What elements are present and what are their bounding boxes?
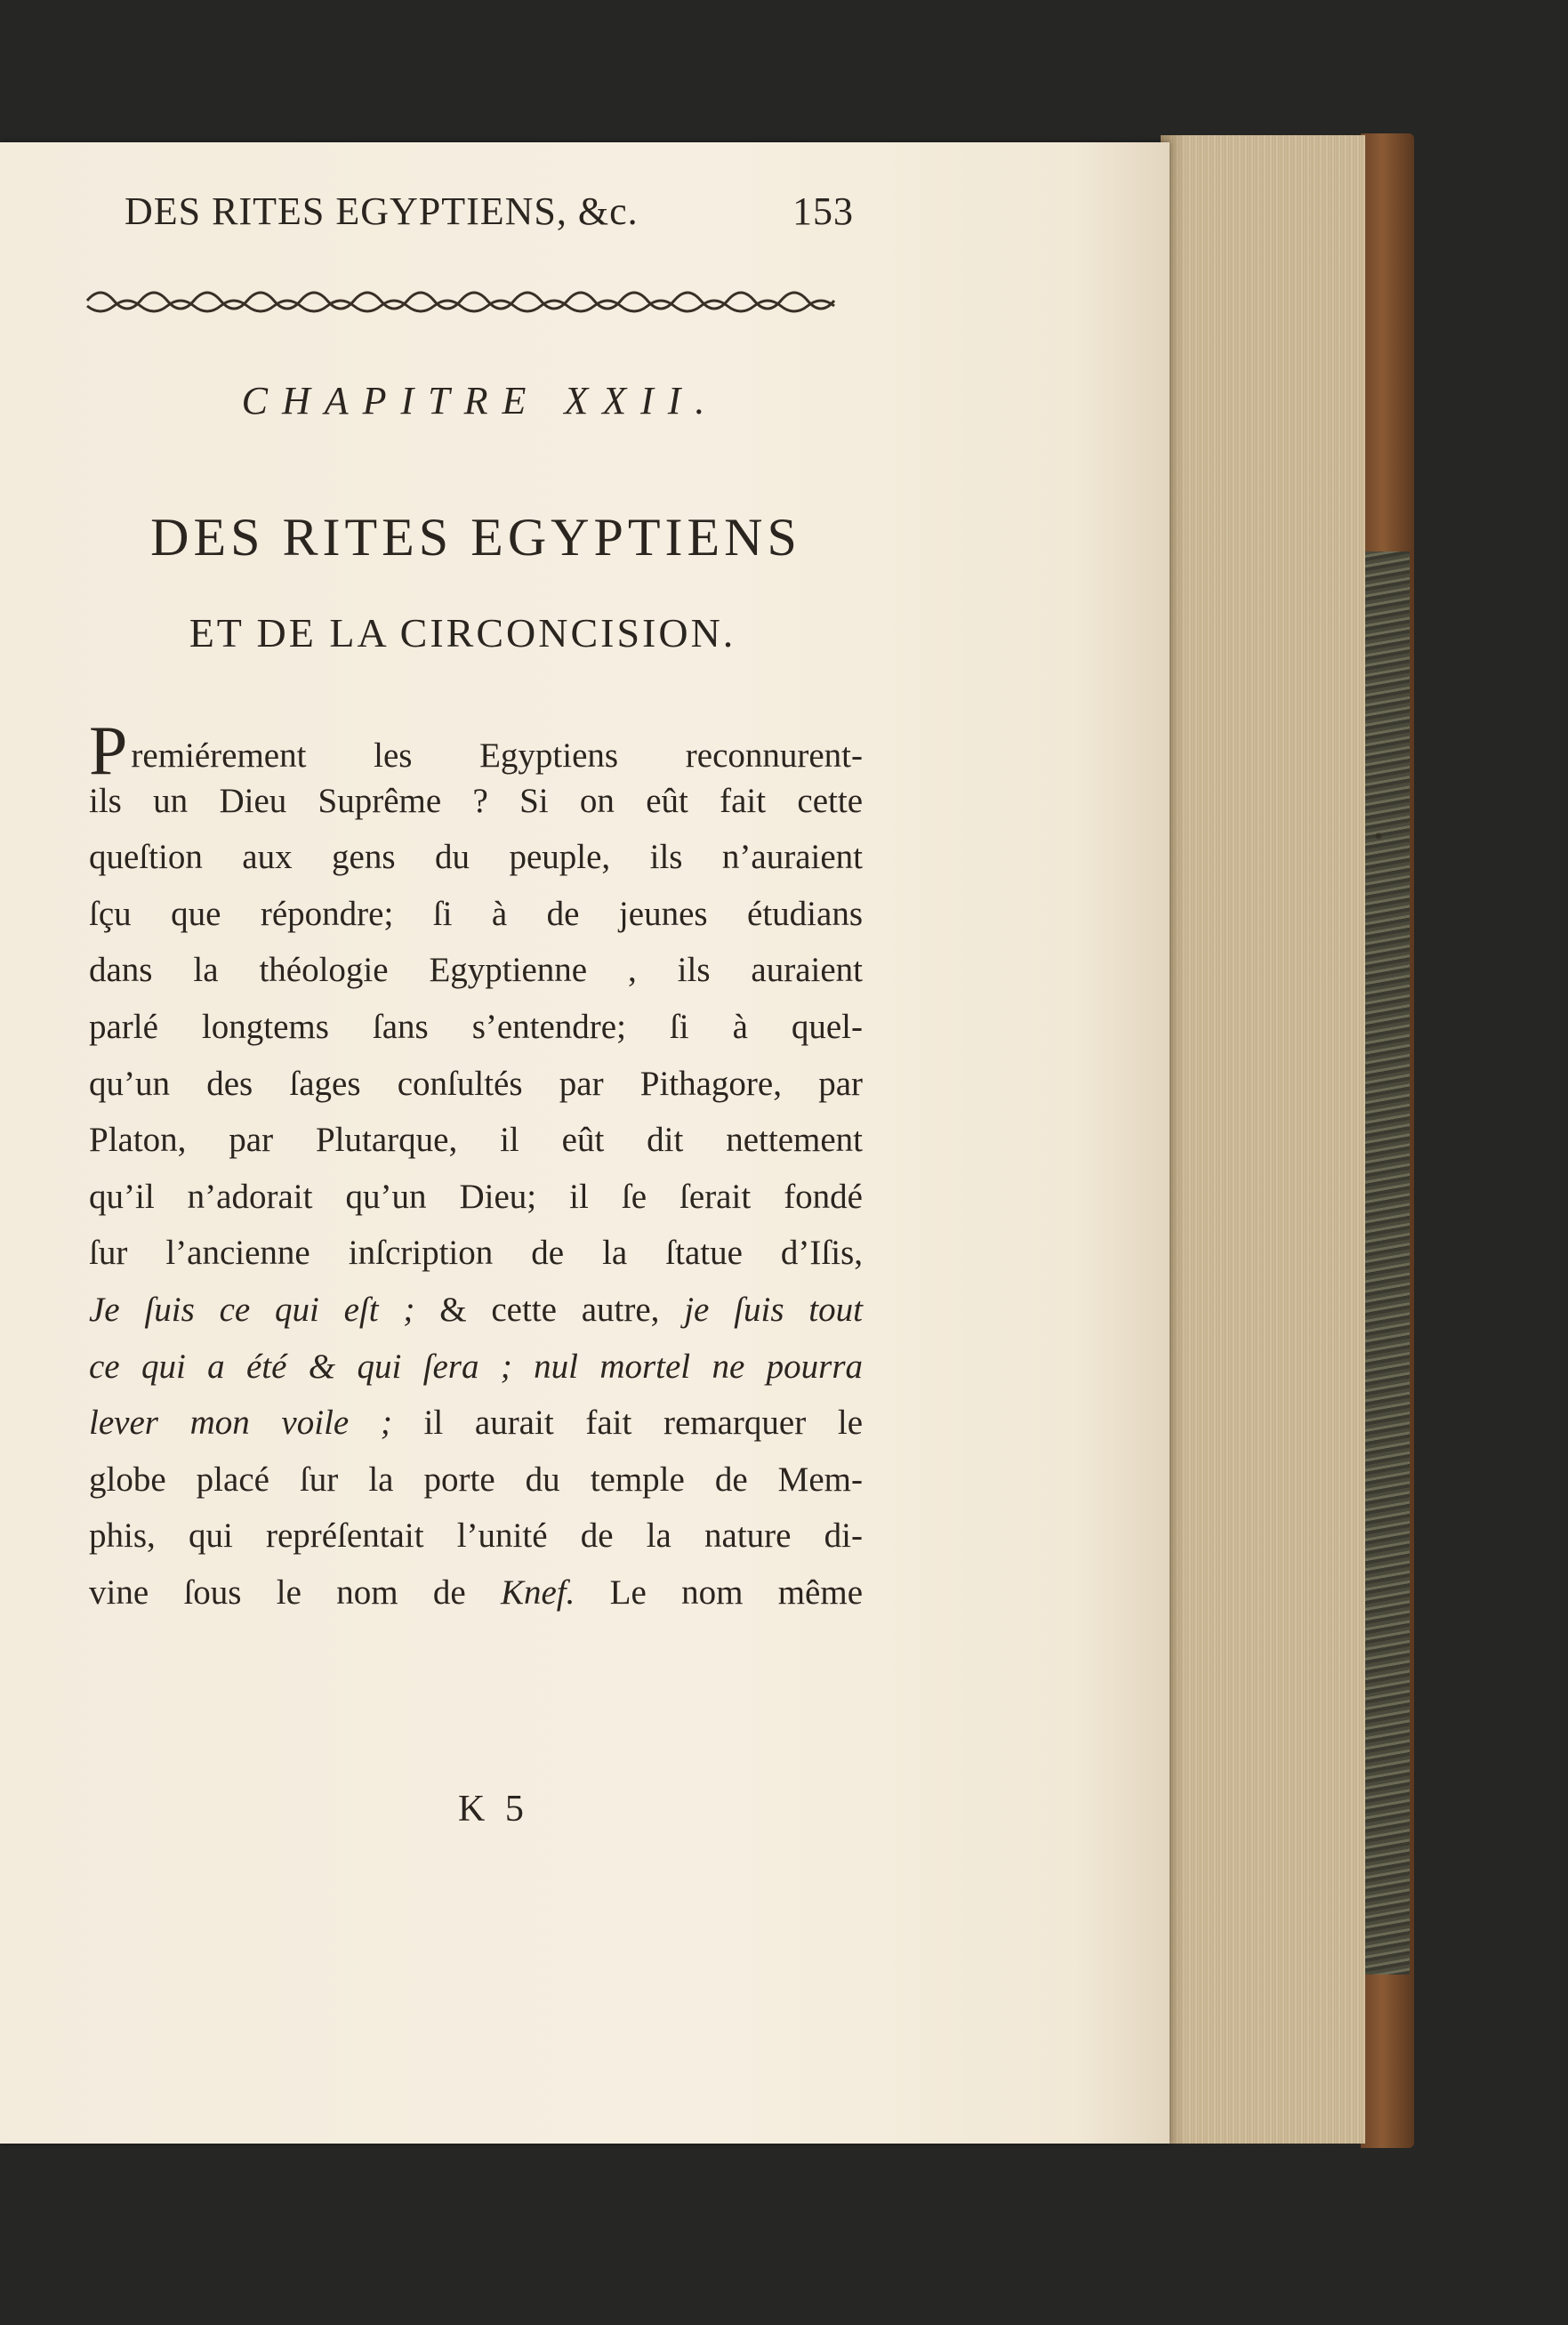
text-line: vine ſous le nom de Knef. Le nom même bbox=[89, 1573, 864, 1612]
text-line: lever mon voile ; il aurait fait remarquer le bbox=[89, 1404, 864, 1443]
text-line: Platon, par Plutarque, il eût dit nettement bbox=[89, 1121, 863, 1160]
text-line: ſur l’ancienne inſcription de la ſtatue d’Iſis, bbox=[89, 1234, 863, 1273]
text-line: qu’il n’adorait qu’un Dieu; il ſe ſerait fondé bbox=[89, 1177, 863, 1216]
drop-cap: P bbox=[89, 712, 128, 789]
text-line: ſçu que répondre; ſi à de jeunes étudians bbox=[89, 894, 863, 933]
text-line: parlé longtems ſans s’entendre; ſi à quel- bbox=[89, 1007, 863, 1046]
text-line: ce qui a été & qui ſera ; nul mortel ne pourra bbox=[89, 1347, 863, 1386]
chapter-heading: CHAPITRE XXII. bbox=[241, 379, 720, 422]
book-page bbox=[0, 142, 1170, 2144]
text-line: phis, qui repréſentait l’unité de la nature di- bbox=[89, 1516, 863, 1556]
chapter-title-line-2: ET DE LA CIRCONCISION. bbox=[189, 610, 736, 656]
text-line-1: Premiérement les Egyptiens reconnurent- bbox=[89, 712, 863, 789]
text-line: dans la théologie Egyptienne , ils auraient bbox=[89, 951, 863, 990]
page-edges bbox=[1161, 135, 1365, 2144]
running-head-title: DES RITES EGYPTIENS, &c. bbox=[125, 189, 639, 233]
text-line: ils un Dieu Suprême ? Si on eût fait cette bbox=[89, 781, 863, 820]
text-line: globe placé ſur la porte du temple de Mem- bbox=[89, 1460, 863, 1499]
chapter-title-line-1: DES RITES EGYPTIENS bbox=[150, 508, 801, 567]
text-line: queſtion aux gens du peuple, ils n’auraient bbox=[89, 838, 863, 877]
running-head bbox=[125, 189, 854, 234]
body-paragraph bbox=[89, 712, 864, 1621]
page-number: 153 bbox=[792, 189, 854, 233]
ornament-band bbox=[78, 283, 843, 318]
marbled-board bbox=[1365, 551, 1410, 1975]
signature-mark: K 5 bbox=[458, 1789, 529, 1830]
text-line: Je ſuis ce qui eſt ; & cette autre, je ſuis tout bbox=[89, 1290, 863, 1329]
text-line: qu’un des ſages conſultés par Pithagore, par bbox=[89, 1064, 863, 1103]
